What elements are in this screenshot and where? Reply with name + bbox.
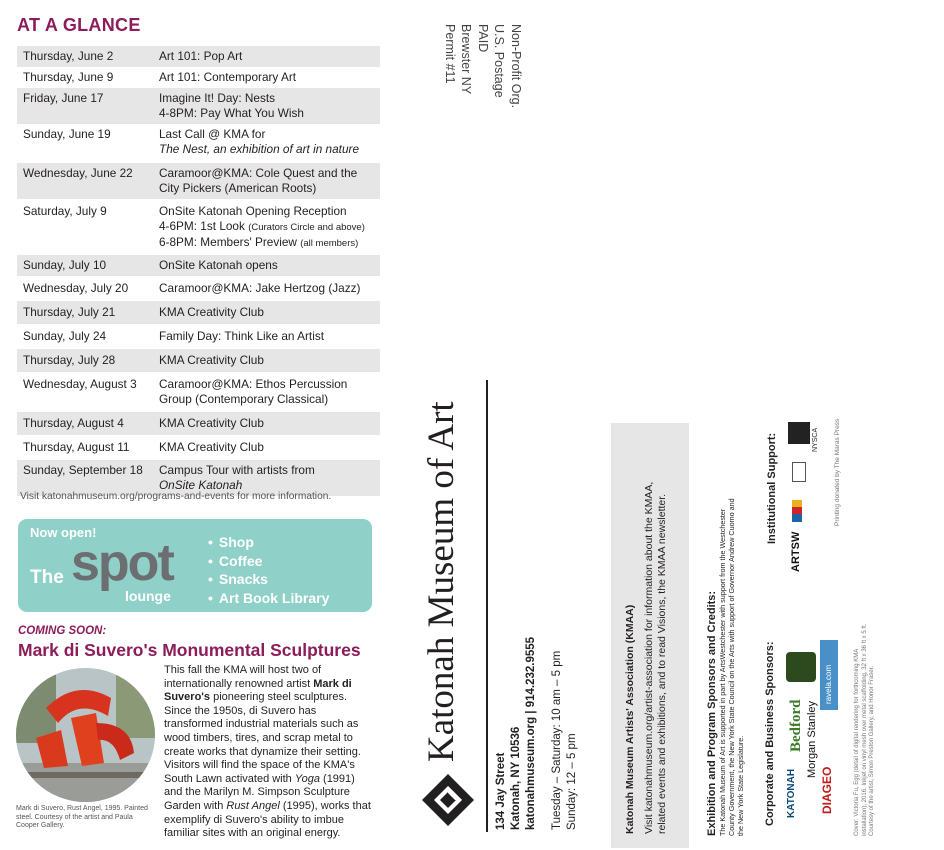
event-line: 4-8PM: Pay What You Wish [159,106,304,120]
spot-lounge-banner [18,519,372,612]
event-date: Thursday, July 21 [23,305,116,319]
schedule-row [17,412,380,435]
event-date: Sunday, September 18 [23,463,143,477]
coming-soon-label: COMING SOON: [18,625,107,637]
event-date: Saturday, July 9 [23,204,107,218]
event-title: Art 101: Contemporary Art [159,70,297,84]
schedule-row [17,276,380,301]
schedule-row [17,349,380,372]
event-line: Group (Contemporary Classical) [159,392,329,406]
event-date: Thursday, June 9 [23,70,114,84]
event-line: OnSite Katonah [159,478,243,492]
event-date: Thursday, June 2 [23,49,114,63]
nysca-logo-icon [788,422,810,444]
event-title: KMA Creativity Club [159,305,264,319]
ravela-logo: ravela.com [824,664,833,704]
sponsors-credits: Exhibition and Program Sponsors and Credits: The Katonah Museum of Art is supported in part by ArtsWestchester with support from the Westchester County Government, the New York State Council on the Arts with support of Governor Andrew Cuomo and the New York State Legislature. [706,498,745,836]
sculpture-photo [16,668,155,802]
event-date: Wednesday, August 3 [23,377,137,391]
visit-note: Visit katonahmuseum.org/programs-and-events for more information. [20,491,332,502]
restaurant-sponsor-logo [786,652,816,682]
event-date: Thursday, July 28 [23,353,116,367]
museum-address: 134 Jay Street Katonah, NY 10536 katonahmuseum.org | 914.232.9555 [495,636,537,830]
event-line: OnSite Katonah Opening Reception [159,204,347,218]
nysca-label: NYSCA [812,427,819,452]
spot-wordmark: spot [71,534,173,592]
event-title: KMA Creativity Club [159,353,264,367]
diageo-logo: DIAGEO [820,766,834,814]
schedule-row [17,124,380,163]
schedule-row [17,67,380,88]
kmaa-text: related events and exhibitions, and to read Visions, the KMAA newsletter. [656,493,668,834]
event-date: Sunday, July 24 [23,329,107,343]
sponsors-heading: Exhibition and Program Sponsors and Credits: [706,590,718,836]
spot-item: • Shop [208,533,329,552]
county-seal-icon [792,462,806,482]
event-line: Imagine It! Day: Nests [159,91,276,105]
kmaa-text: Visit katonahmuseum.org/artist-association for information about the KMAA, [642,481,655,834]
event-date: Wednesday, July 20 [23,281,129,295]
schedule-row [17,301,380,324]
morgan-stanley-logo: Morgan Stanley [806,700,818,778]
at-a-glance-panel [0,0,400,850]
kma-logo-icon [420,772,476,828]
event-line: 4-6PM: 1st Look (Curators Circle and above) [159,219,365,233]
event-line: Last Call @ KMA for [159,127,266,141]
kmaa-heading: Katonah Museum Artists' Association (KMAA) [624,604,636,834]
schedule-row [17,88,380,124]
event-title: OnSite Katonah opens [159,258,278,272]
event-line: The Nest, an exhibition of art in nature [159,142,360,156]
corporate-sponsors-heading: Corporate and Business Sponsors: [764,641,776,826]
spot-the-label: The [30,567,64,588]
event-title [159,463,380,493]
now-open-label: Now open! [30,525,97,540]
event-date: Thursday, August 4 [23,416,124,430]
event-line: Caramoor@KMA: Ethos Percussion [159,377,348,391]
event-line: Campus Tour with artists from [159,463,315,477]
event-title: Caramoor@KMA: Jake Hertzog (Jazz) [159,281,361,295]
spot-item: • Snacks [208,570,329,589]
event-date: Sunday, June 19 [23,127,111,141]
event-title: Family Day: Think Like an Artist [159,329,324,343]
event-title [159,166,380,196]
schedule-row [17,163,380,199]
arts-color-mark [792,500,802,522]
event-title [159,127,380,157]
schedule-row [17,324,380,349]
schedule-row [17,255,380,276]
spot-item: • Art Book Library [208,589,329,608]
museum-hours: Tuesday – Saturday: 10 am – 5 pm Sunday: 12 – 5 pm [551,650,578,830]
photo-caption: Mark di Suvero, Rust Angel, 1995. Painted steel. Courtesy of the artist and Paula Cooper Gallery. [16,805,148,829]
coming-soon-title: Mark di Suvero's Monumental Sculptures [18,640,361,660]
schedule-table [17,46,380,496]
cover-credit: Cover: Victoria Fu, Egg (detail of digital rendering for forthcoming KMA installation), 2016. Inkjet on vinyl mesh over metal scaffolding, 32 ft x 36 ft x 5 ft. Courtesy of the artist, Simon Preston Gallery, and Honor Fraser. [854,623,875,836]
event-title: Art 101: Pop Art [159,49,243,63]
institutional-support-heading: Institutional Support: [766,432,778,544]
event-date: Sunday, July 10 [23,258,107,272]
printing-note: Printing donated by The Maras Press [834,418,841,526]
event-line: 6-8PM: Members' Preview (all members) [159,235,359,249]
schedule-row [17,372,380,412]
coming-soon-body: This fall the KMA will host two of internationally renowned artist Mark di Suvero's pioneering steel sculptures. Since the 1950s, di Suvero has transformed industrial materials such as wood timbers, tires, and scrap metal to create works that dynamize their setting. Visitors will find the space of the KMA's South Lawn activated with Yoga (1991) and the Marilyn M. Simpson Sculpture Garden with Rust Angel (1995), works that exemplify di Suvero's ability to imbue familiar sites with an original energy. [164,664,371,840]
event-title [159,91,380,121]
event-title: KMA Creativity Club [159,440,264,454]
at-a-glance-title: AT A GLANCE [17,15,141,35]
museum-name: Katonah Museum of Art [421,401,462,762]
katonah-sponsor-logo: KATONAH [786,768,797,818]
schedule-row [17,46,380,67]
spot-lounge-label: lounge [125,588,171,604]
event-line: Caramoor@KMA: Cole Quest and the [159,166,358,180]
event-line: City Pickers (American Roots) [159,181,317,195]
event-date: Wednesday, June 22 [23,166,133,180]
schedule-row [17,435,380,460]
title-rule [486,380,488,832]
event-title [159,377,380,407]
event-date: Thursday, August 11 [23,440,130,454]
event-date: Friday, June 17 [23,91,104,105]
kmaa-section [624,482,670,834]
bedford-logo: Bedford [788,699,804,752]
artswestchester-logo: ARTSW [790,531,802,572]
postage-indicia: Non-Profit Org. U.S. Postage PAID Brewster NY Permit #11 [443,24,523,109]
spot-items-list [208,533,329,607]
event-title [159,204,380,251]
event-title: KMA Creativity Club [159,416,264,430]
schedule-row [17,199,380,255]
spot-item: • Coffee [208,552,329,571]
